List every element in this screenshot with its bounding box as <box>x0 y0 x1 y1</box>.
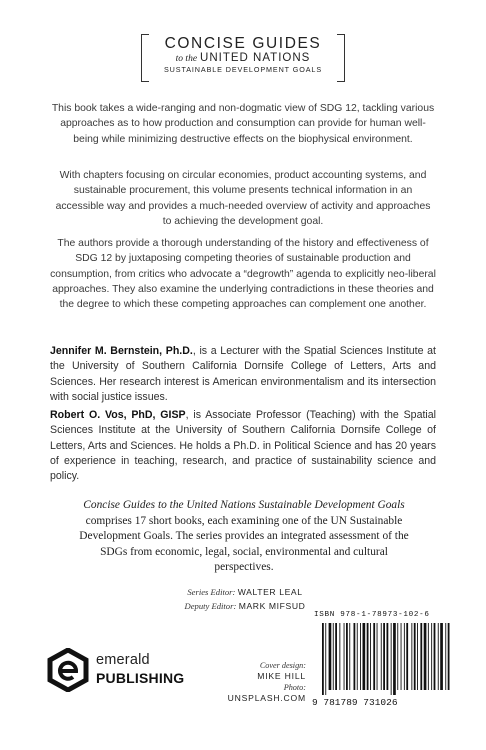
emerald-logo-icon <box>46 648 90 692</box>
barcode-bar <box>325 623 326 695</box>
blurb-paragraph-1: This book takes a wide-ranging and non-dogmatic view of SDG 12, tackling various approaches as to how production and consumption can provide for human well-being while minimizing destructive effects on the biophysical environment. <box>51 103 435 145</box>
author-bio-2 <box>50 408 436 484</box>
barcode-bar <box>387 623 389 690</box>
series-logo-line3: SUSTAINABLE DEVELOPMENT GOALS <box>163 65 323 74</box>
barcode-bar <box>445 623 446 690</box>
author-bio-1 <box>50 344 436 405</box>
photo-credit-name: UNSPLASH.COM <box>227 693 306 703</box>
barcode-bar <box>414 623 416 690</box>
right-bracket <box>337 34 345 82</box>
barcode-bar <box>357 623 358 690</box>
deputy-editor-name: MARK MIFSUD <box>238 601 306 611</box>
barcode-bar <box>344 623 345 690</box>
barcode-bar <box>406 623 408 690</box>
barcode-bar <box>329 623 332 690</box>
barcode-bar <box>448 623 450 690</box>
series-description <box>72 498 416 576</box>
barcode-bar <box>346 623 348 690</box>
barcode-bar <box>434 623 436 690</box>
barcode-bar <box>383 623 385 690</box>
barcode-bar <box>349 623 350 690</box>
series-editor <box>150 585 340 599</box>
series-editor-label: Series Editor: <box>187 587 236 597</box>
barcode-bar <box>393 623 396 695</box>
barcode-bar <box>424 623 427 690</box>
author-name-1: Jennifer M. Bernstein, Ph.D. <box>50 345 193 357</box>
barcode-bar <box>377 623 378 690</box>
barcode-bar <box>404 623 405 690</box>
barcode-bar <box>420 623 422 690</box>
barcode-bar <box>339 623 340 690</box>
isbn-text: ISBN 978-1-78973-102-6 <box>314 611 430 619</box>
series-logo <box>141 34 345 82</box>
publisher-name-line1: emerald <box>96 652 150 668</box>
series-description-text: comprises 17 short books, each examining one of the UN Sustainable Development Goals. The series provides an integrated assessment of the SDGs from economic, legal, social, environmental and cultural perspectives. <box>79 514 409 574</box>
editors-block <box>150 585 340 613</box>
cover-design-label: Cover design: <box>259 661 306 670</box>
series-logo-to-the: to the <box>175 54 198 64</box>
barcode-bar <box>401 623 402 690</box>
barcode-bar <box>335 623 337 690</box>
barcode-bar <box>373 623 375 690</box>
barcode-bars <box>322 623 450 695</box>
barcode-bar <box>333 623 334 690</box>
barcode-bar <box>370 623 371 690</box>
barcode-bar <box>360 623 361 690</box>
barcode-bar <box>438 623 439 690</box>
barcode-bar <box>411 623 412 690</box>
barcode-bar <box>417 623 418 690</box>
author-name-2: Robert O. Vos, PhD, GISP <box>50 409 186 421</box>
barcode-bar <box>428 623 429 690</box>
series-logo-united-nations: UNITED NATIONS <box>200 52 311 64</box>
series-logo-line1: CONCISE GUIDES <box>164 35 322 52</box>
blurb-paragraph-3: The authors provide a thorough understanding of the history and effectiveness of SDG 12 by juxtaposing competing theories of sustainable production and consumption, from critics who advocate a “degrowth” agenda to explicitly neo-liberal approaches. They also examine the underlying contradictions in these theories and the degree to which these competing approaches can complement one another. <box>50 238 436 311</box>
cover-design-name: MIKE HILL <box>257 671 306 681</box>
barcode-bar <box>440 623 443 690</box>
photo-label: Photo: <box>283 683 306 692</box>
publisher-name-line2: PUBLISHING <box>96 670 185 686</box>
barcode-bar <box>381 623 382 690</box>
series-editor-name: WALTER LEAL <box>237 587 303 597</box>
barcode-bar <box>397 623 398 690</box>
publisher-logo <box>46 644 185 696</box>
barcode-block <box>310 611 454 709</box>
barcode-bar <box>354 623 356 690</box>
series-title: Concise Guides to the United Nations Sustainable Development Goals <box>83 499 405 511</box>
barcode-bar <box>391 623 392 695</box>
blurb-paragraph-2: With chapters focusing on circular economies, product accounting systems, and sustainable procurement, this volume presents technical information in an accessible way and provides a much-needed overview of activity and approaches to achieving the development goal. <box>55 170 431 227</box>
author-bio-text-2: , is Associate Professor (Teaching) with the Spatial Sciences Institute at the University of Southern California Dornsife College of Letters, Arts and Sciences. He holds a Ph.D. in Political Science and has 20 years of experience in teaching, research, and practice of sustainability science and policy. <box>50 409 436 483</box>
barcode-bar <box>363 623 366 690</box>
credits-block <box>196 660 306 704</box>
barcode-digits: 9 781789 731026 <box>312 697 398 708</box>
barcode-bar <box>367 623 369 690</box>
left-bracket <box>141 34 149 82</box>
barcode-bar <box>431 623 432 690</box>
barcode-bar <box>322 623 324 695</box>
author-bio-text-1: , is a Lecturer with the Spatial Sciences Institute at the University of Southern California Dornsife College of Letters, Arts and Sciences. Her research interest is American environmentalism and its intersection with social justice issues. <box>50 345 436 403</box>
barcode-image <box>310 623 454 709</box>
deputy-editor-label: Deputy Editor: <box>184 601 237 611</box>
series-logo-line2 <box>141 53 345 65</box>
